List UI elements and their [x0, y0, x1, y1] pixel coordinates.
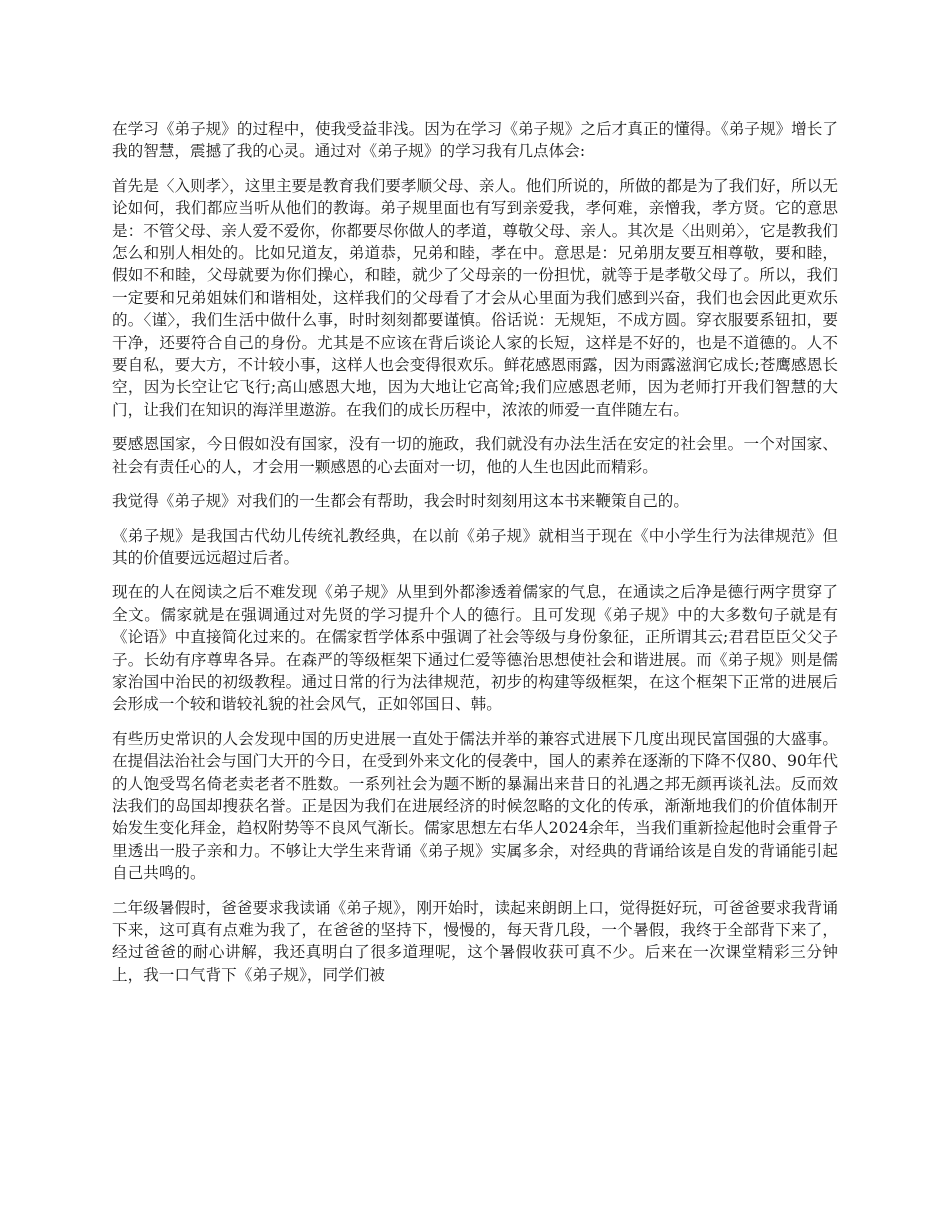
paragraph-gratitude-country: 要感恩国家，今日假如没有国家，没有一切的施政，我们就没有办法生活在安定的社会里。一个对国家、社会有责任心的人，才会用一颗感恩的心去面对一切，他的人生也因此而精彩。: [112, 435, 838, 476]
paragraph-filial-piety: 首先是〈入则孝〉，这里主要是教育我们要孝顺父母、亲人。他们所说的，所做的都是为了我们好，所以无论如何，我们都应当听从他们的教诲。弟子规里面也有写到亲爱我，孝何难，亲憎我，孝方贤。它的意思是：不管父母、亲人爱不爱你，你都要尽你做人的孝道，尊敬父母、亲人。其次是〈出则弟〉，它是教我们怎么和别人相处的。比如兄道友，弟道恭，兄弟和睦，孝在中。意思是：兄弟朋友要互相尊敬，要和睦，假如不和睦，父母就要为你们操心，和睦，就少了父母亲的一份担忧，就等于是孝敬父母了。所以，我们一定要和兄弟姐妹们和谐相处，这样我们的父母看了才会从心里面为我们感到兴奋，我们也会因此更欢乐的。〈谨〉，我们生活中做什么事，时时刻刻都要谨慎。俗话说：无规矩，不成方圆。穿衣服要系钮扣，要干净，还要符合自己的身份。尤其是不应该在背后谈论人家的长短，这样是不好的，也是不道德的。人不要自私，要大方，不计较小事，这样人也会变得很欢乐。鲜花感恩雨露，因为雨露滋润它成长;苍鹰感恩长空，因为长空让它飞行;高山感恩大地，因为大地让它高耸;我们应感恩老师，因为老师打开我们智慧的大门，让我们在知识的海洋里遨游。在我们的成长历程中，浓浓的师爱一直伴随左右。: [112, 176, 838, 419]
document-body: [112, 118, 838, 998]
paragraph-history-reflection: 有些历史常识的人会发现中国的历史进展一直处于儒法并举的兼容式进展下几度出现民富国强的大盛事。在提倡法治社会与国门大开的今日，在受到外来文化的侵袭中，国人的素养在逐渐的下降不仅80、90年代的人饱受骂名倚老卖老者不胜数。一系列社会为题不断的暴漏出来昔日的礼遇之邦无颜再谈礼法。反而效法我们的岛国却搜获名誉。正是因为我们在进展经济的时候忽略的文化的传承，渐渐地我们的价值体制开始发生变化拜金，趋权附势等不良风气渐长。儒家思想左右华人2024余年，当我们重新捡起他时会重骨子里透出一股子亲和力。不够让大学生来背诵《弟子规》实属多余，对经典的背诵给该是自发的背诵能引起自己共鸣的。: [112, 729, 838, 883]
paragraph-confucian-influence: 现在的人在阅读之后不难发现《弟子规》从里到外都渗透着儒家的气息，在通读之后净是德行两字贯穿了全文。儒家就是在强调通过对先贤的学习提升个人的德行。且可发现《弟子规》中的大多数句子就是有《论语》中直接简化过来的。在儒家哲学体系中强调了社会等级与身份象征，正所谓其云;君君臣臣父父子子。长幼有序尊卑各异。在森严的等级框架下通过仁爱等德治思想使社会和谐进展。而《弟子规》则是儒家治国中治民的初级教程。通过日常的行为法律规范，初步的构建等级框架，在这个框架下正常的进展后会形成一个较和谐较礼貌的社会风气，正如邻国日、韩。: [112, 583, 838, 714]
paragraph-classic-education: 《弟子规》是我国古代幼儿传统礼教经典，在以前《弟子规》就相当于现在《中小学生行为法律规范》但其的价值要远远超过后者。: [112, 526, 838, 567]
paragraph-intro: 在学习《弟子规》的过程中，使我受益非浅。因为在学习《弟子规》之后才真正的懂得。《弟子规》增长了我的智慧，震撼了我的心灵。通过对《弟子规》的学习我有几点体会:: [112, 120, 838, 161]
paragraph-summer-reading: 二年级暑假时，爸爸要求我读诵《弟子规》，刚开始时，读起来朗朗上口，觉得挺好玩，可爸爸要求我背诵下来，这可真有点难为我了，在爸爸的坚持下，慢慢的，每天背几段，一个暑假，我终于全部背下来了，经过爸爸的耐心讲解，我还真明白了很多道理呢，这个暑假收获可真不少。后来在一次课堂精彩三分钟上，我一口气背下《弟子规》，同学们被: [112, 898, 838, 984]
paragraph-lifelong-help: 我觉得《弟子规》对我们的一生都会有帮助，我会时时刻刻用这本书来鞭策自己的。: [112, 492, 689, 511]
